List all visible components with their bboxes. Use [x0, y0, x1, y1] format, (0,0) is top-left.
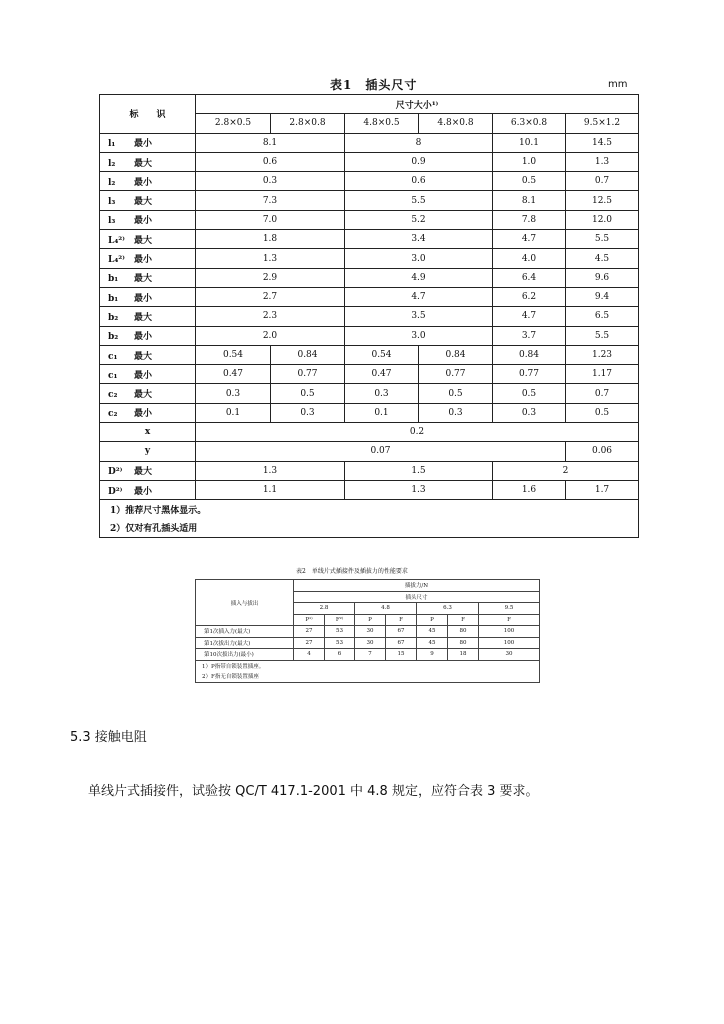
cell: 7.8: [493, 210, 566, 229]
table-row: [196, 660, 540, 671]
row-limit: 最小: [134, 370, 153, 381]
cell: 5.5: [345, 191, 493, 210]
header-force: 插拔力/N: [294, 580, 540, 592]
size-col: 6.3: [417, 603, 479, 615]
cell: 67: [386, 626, 417, 638]
row-limit: 最小: [134, 486, 153, 497]
cell: 30: [479, 649, 540, 661]
cell: 5.5: [566, 230, 639, 249]
row-limit: 最大: [134, 351, 153, 362]
cell: 0.5: [271, 384, 345, 403]
cell: 30: [355, 626, 386, 638]
row-symbol: c₁: [108, 370, 118, 381]
row-limit: 最大: [134, 235, 153, 246]
row-label: [100, 172, 196, 191]
table-row: [196, 637, 540, 649]
row-symbol: c₂: [108, 390, 118, 401]
cell: 1.3: [196, 249, 345, 268]
cell: 8.1: [196, 133, 345, 152]
cell: 9.6: [566, 268, 639, 287]
row-symbol: l₂: [108, 177, 116, 188]
cell: 1.7: [566, 480, 639, 499]
table-row: [100, 307, 639, 326]
cell: 6.2: [493, 287, 566, 306]
row-label: [100, 133, 196, 152]
footnote: 2）仅对有孔插头适用: [100, 519, 639, 538]
cell: 0.6: [345, 172, 493, 191]
cell: 4.9: [345, 268, 493, 287]
sub-col: F: [479, 614, 540, 626]
table-row: [100, 326, 639, 345]
cell: 53: [325, 626, 355, 638]
cell: 0.1: [196, 403, 271, 422]
row-symbol: D²⁾: [108, 467, 123, 478]
cell: 67: [386, 637, 417, 649]
cell: 4: [294, 649, 325, 661]
row-limit: 最大: [134, 467, 153, 478]
table-row: [196, 671, 540, 682]
cell: 1.8: [196, 230, 345, 249]
table-row: [100, 287, 639, 306]
row-label: 第10次拔出力(最小): [196, 649, 294, 661]
table1-unit: mm: [608, 79, 628, 90]
table-row: [100, 442, 639, 461]
table-row: [100, 133, 639, 152]
cell: 0.54: [196, 345, 271, 364]
body-paragraph: 单线片式插接件，试验按 QC/T 417.1-2001 中 4.8 规定，应符合表 3 要求。: [88, 784, 539, 799]
cell: 2.9: [196, 268, 345, 287]
row-limit: 最大: [134, 158, 153, 169]
table-row: [196, 626, 540, 638]
cell: 30: [355, 637, 386, 649]
sub-col: P: [417, 614, 448, 626]
cell: 0.3: [345, 384, 419, 403]
table-row: [100, 461, 639, 480]
cell: 14.5: [566, 133, 639, 152]
cell: 0.3: [419, 403, 493, 422]
footnote: 2）F指无自锁装置插座: [196, 671, 540, 682]
sub-col: F: [386, 614, 417, 626]
row-label: [100, 326, 196, 345]
cell: 9.4: [566, 287, 639, 306]
row-label: [100, 230, 196, 249]
row-limit: 最小: [134, 139, 153, 150]
table-row: [100, 345, 639, 364]
plug-dimension-table: [99, 94, 639, 538]
row-label: [100, 365, 196, 384]
table-row: [196, 580, 540, 592]
cell: 0.3: [271, 403, 345, 422]
cell: 0.6: [196, 152, 345, 171]
row-symbol: b₂: [108, 312, 119, 323]
cell: 3.7: [493, 326, 566, 345]
cell: 3.0: [345, 249, 493, 268]
table-row: [100, 384, 639, 403]
sub-col: P¹⁾: [294, 614, 325, 626]
cell: 2: [493, 461, 639, 480]
sub-col: F²⁾: [325, 614, 355, 626]
row-label: [100, 210, 196, 229]
header-label: 标 识: [100, 95, 196, 134]
row-symbol: L₄²⁾: [108, 255, 125, 266]
cell: 3.0: [345, 326, 493, 345]
size-col: 4.8×0.5: [345, 114, 419, 133]
cell: 100: [479, 637, 540, 649]
row-symbol: x: [100, 423, 196, 442]
row-symbol: y: [100, 442, 196, 461]
cell: 0.3: [196, 384, 271, 403]
table-row: [100, 172, 639, 191]
row-label: 第1次插入力(最大): [196, 626, 294, 638]
cell: 1.6: [493, 480, 566, 499]
cell: 1.3: [345, 480, 493, 499]
table-row: [100, 519, 639, 538]
row-label: [100, 403, 196, 422]
row-label: 第1次拔出力(最大): [196, 637, 294, 649]
row-limit: 最小: [134, 332, 153, 343]
cell: 7.0: [196, 210, 345, 229]
cell: 0.5: [566, 403, 639, 422]
row-label: [100, 268, 196, 287]
cell: 2.7: [196, 287, 345, 306]
size-col: 9.5×1.2: [566, 114, 639, 133]
cell: 4.7: [493, 230, 566, 249]
cell: 7.3: [196, 191, 345, 210]
cell: 0.7: [566, 384, 639, 403]
row-label: [100, 307, 196, 326]
row-symbol: L₄²⁾: [108, 235, 125, 246]
cell: 0.3: [196, 172, 345, 191]
row-limit: 最小: [134, 216, 153, 227]
size-col: 9.5: [479, 603, 540, 615]
insertion-force-table: [195, 579, 540, 683]
cell: 53: [325, 637, 355, 649]
cell: 0.5: [493, 384, 566, 403]
row-symbol: l₃: [108, 216, 116, 227]
row-limit: 最大: [134, 390, 153, 401]
table-row: [100, 480, 639, 499]
section-heading: 5.3 接触电阻: [70, 730, 147, 745]
cell: 10.1: [493, 133, 566, 152]
cell: 0.5: [419, 384, 493, 403]
row-limit: 最大: [134, 274, 153, 285]
cell: 0.2: [196, 423, 639, 442]
row-symbol: D²⁾: [108, 486, 123, 497]
cell: 9: [417, 649, 448, 661]
cell: 12.5: [566, 191, 639, 210]
cell: 3.4: [345, 230, 493, 249]
cell: 0.1: [345, 403, 419, 422]
cell: 4.7: [493, 307, 566, 326]
cell: 0.84: [271, 345, 345, 364]
size-col: 6.3×0.8: [493, 114, 566, 133]
row-label: [100, 384, 196, 403]
cell: 0.77: [493, 365, 566, 384]
cell: 4.0: [493, 249, 566, 268]
cell: 0.47: [196, 365, 271, 384]
cell: 6.4: [493, 268, 566, 287]
cell: 45: [417, 637, 448, 649]
table-row: [100, 210, 639, 229]
cell: 0.3: [493, 403, 566, 422]
cell: 5.5: [566, 326, 639, 345]
row-label: [100, 191, 196, 210]
cell: 0.7: [566, 172, 639, 191]
size-col: 4.8: [355, 603, 417, 615]
cell: 80: [448, 637, 479, 649]
table-row: [100, 500, 639, 519]
row-label: [100, 249, 196, 268]
row-label: [100, 480, 196, 499]
row-header: 插入与拔出: [196, 580, 294, 626]
cell: 45: [417, 626, 448, 638]
header-size: 插头尺寸: [294, 591, 540, 603]
footnote: 1）P指带自锁装置插座。: [196, 660, 540, 671]
table-row: [100, 230, 639, 249]
cell: 8: [345, 133, 493, 152]
row-symbol: c₂: [108, 409, 118, 420]
row-label: [100, 287, 196, 306]
cell: 2.0: [196, 326, 345, 345]
cell: 1.3: [566, 152, 639, 171]
table-row: [100, 152, 639, 171]
cell: 0.5: [493, 172, 566, 191]
cell: 0.77: [419, 365, 493, 384]
sub-col: P: [355, 614, 386, 626]
table-row: [100, 95, 639, 114]
cell: 1.23: [566, 345, 639, 364]
row-label: [100, 152, 196, 171]
size-col: 2.8×0.8: [271, 114, 345, 133]
size-col: 4.8×0.8: [419, 114, 493, 133]
row-limit: 最小: [134, 409, 153, 420]
cell: 6.5: [566, 307, 639, 326]
cell: 4.7: [345, 287, 493, 306]
cell: 6: [325, 649, 355, 661]
cell: 1.1: [196, 480, 345, 499]
cell: 80: [448, 626, 479, 638]
cell: 27: [294, 637, 325, 649]
cell: 12.0: [566, 210, 639, 229]
row-symbol: b₂: [108, 332, 119, 343]
row-label: [100, 461, 196, 480]
table-row: [100, 191, 639, 210]
cell: 0.84: [419, 345, 493, 364]
cell: 0.06: [566, 442, 639, 461]
row-limit: 最小: [134, 293, 153, 304]
cell: 3.5: [345, 307, 493, 326]
cell: 15: [386, 649, 417, 661]
row-label: [100, 345, 196, 364]
size-col: 2.8×0.5: [196, 114, 271, 133]
row-limit: 最小: [134, 255, 153, 266]
cell: 100: [479, 626, 540, 638]
cell: 0.84: [493, 345, 566, 364]
cell: 1.17: [566, 365, 639, 384]
header-size: 尺寸大小¹⁾: [196, 95, 639, 114]
sub-col: F: [448, 614, 479, 626]
cell: 0.47: [345, 365, 419, 384]
cell: 18: [448, 649, 479, 661]
cell: 27: [294, 626, 325, 638]
row-symbol: b₁: [108, 274, 119, 285]
cell: 0.07: [196, 442, 566, 461]
table-row: [100, 268, 639, 287]
table-row: [100, 423, 639, 442]
cell: 1.5: [345, 461, 493, 480]
row-symbol: b₁: [108, 293, 119, 304]
size-col: 2.8: [294, 603, 355, 615]
table1-caption: 表1 插头尺寸: [330, 78, 418, 92]
row-symbol: l₃: [108, 197, 116, 208]
cell: 0.77: [271, 365, 345, 384]
row-symbol: c₁: [108, 351, 118, 362]
cell: 1.3: [196, 461, 345, 480]
row-symbol: l₁: [108, 139, 116, 150]
row-symbol: l₂: [108, 158, 116, 169]
cell: 0.9: [345, 152, 493, 171]
cell: 0.54: [345, 345, 419, 364]
cell: 4.5: [566, 249, 639, 268]
cell: 5.2: [345, 210, 493, 229]
table2-caption: 表2 单线片式插接件及插拔力的性能要求: [296, 568, 408, 575]
cell: 2.3: [196, 307, 345, 326]
table-row: [196, 649, 540, 661]
footnote: 1）推荐尺寸黑体显示。: [100, 500, 639, 519]
table-row: [100, 403, 639, 422]
row-limit: 最大: [134, 197, 153, 208]
table-row: [100, 249, 639, 268]
cell: 7: [355, 649, 386, 661]
table-row: [100, 365, 639, 384]
cell: 1.0: [493, 152, 566, 171]
row-limit: 最大: [134, 312, 153, 323]
cell: 8.1: [493, 191, 566, 210]
row-limit: 最小: [134, 177, 153, 188]
